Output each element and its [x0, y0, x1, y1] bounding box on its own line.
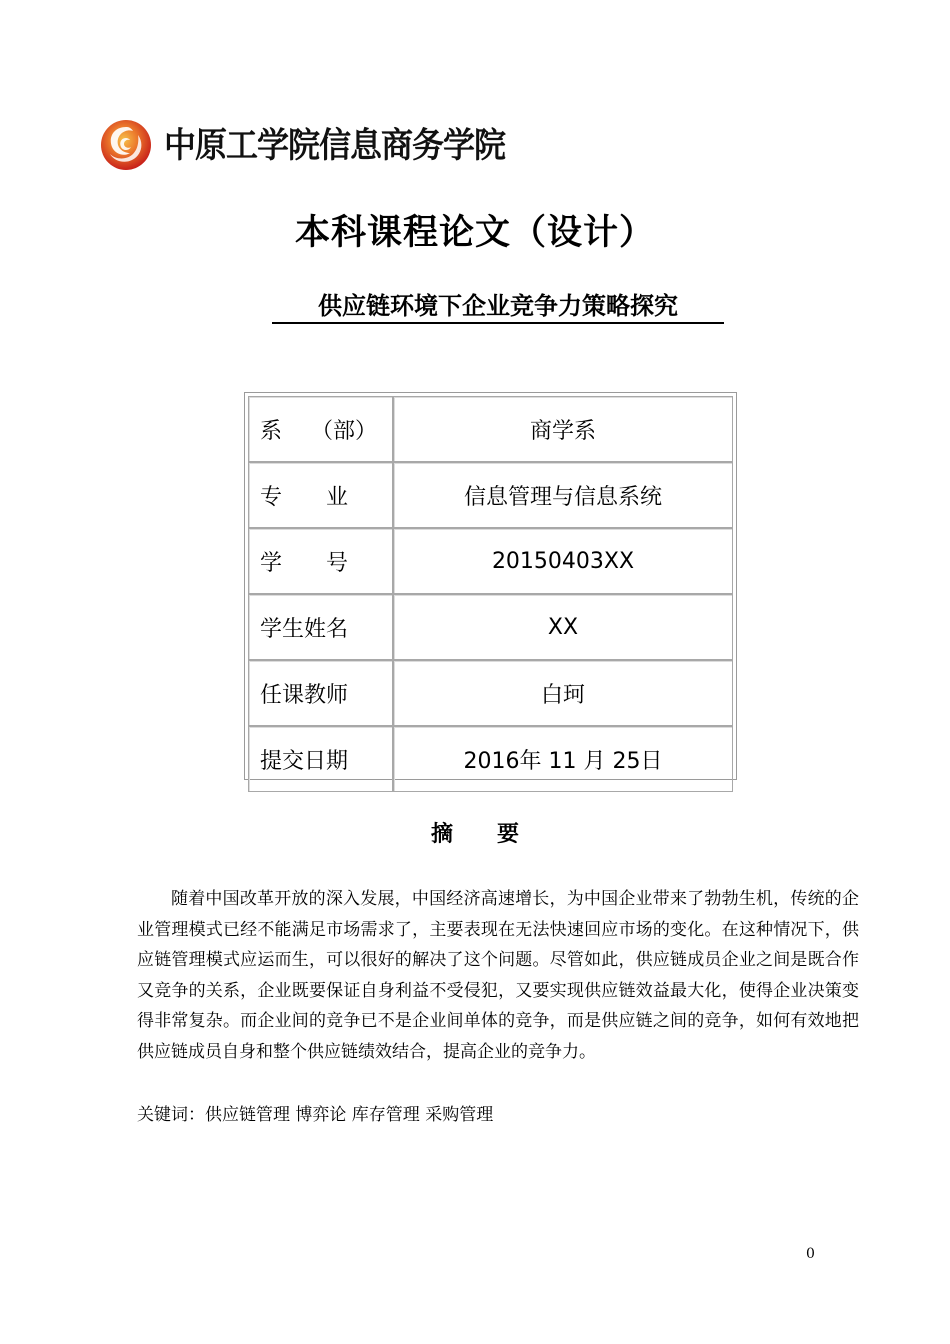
abstract-heading: 摘 要 — [430, 822, 519, 847]
major-value: 信息管理与信息系统 — [393, 462, 733, 528]
institution-logo — [100, 116, 505, 174]
student-name-value: XX — [393, 594, 733, 660]
table-row — [248, 726, 733, 792]
table-row — [248, 660, 733, 726]
major-label: 专 业 — [248, 462, 393, 528]
submit-date-label: 提交日期 — [248, 726, 393, 792]
student-id-value: 20150403XX — [393, 528, 733, 594]
document-title: 本科课程论文（设计） — [294, 213, 655, 253]
teacher-value: 白珂 — [393, 660, 733, 726]
department-label: 系 （部） — [248, 396, 393, 462]
thesis-title: 供应链环境下企业竞争力策略探究 — [272, 290, 724, 324]
student-id-label: 学 号 — [248, 528, 393, 594]
student-info-table — [244, 392, 737, 780]
table-row — [248, 396, 733, 462]
department-value: 商学系 — [393, 396, 733, 462]
submit-date-value: 2016年 11 月 25日 — [393, 726, 733, 792]
page-number: 0 — [806, 1246, 815, 1262]
institution-emblem-icon — [100, 119, 152, 171]
table-row — [248, 462, 733, 528]
abstract-body: 随着中国改革开放的深入发展，中国经济高速增长，为中国企业带来了勃勃生机，传统的企业管理模式已经不能满足市场需求了，主要表现在无法快速回应市场的变化。在这种情况下，供应链管理模式应运而生，可以很好的解决了这个问题。尽管如此，供应链成员企业之间是既合作又竞争的关系，企业既要保证自身利益不受侵犯，又要实现供应链效益最大化，使得企业决策变得非常复杂。而企业间的竞争已不是企业间单体的竞争，而是供应链之间的竞争，如何有效地把供应链成员自身和整个供应链绩效结合，提高企业的竞争力。 — [137, 889, 859, 1062]
keywords-line: 关键词：供应链管理 博弈论 库存管理 采购管理 — [137, 1105, 494, 1125]
institution-name: 中原工学院信息商务学院 — [164, 124, 506, 166]
student-name-label: 学生姓名 — [248, 594, 393, 660]
table-row — [248, 528, 733, 594]
teacher-label: 任课教师 — [248, 660, 393, 726]
table-row — [248, 594, 733, 660]
